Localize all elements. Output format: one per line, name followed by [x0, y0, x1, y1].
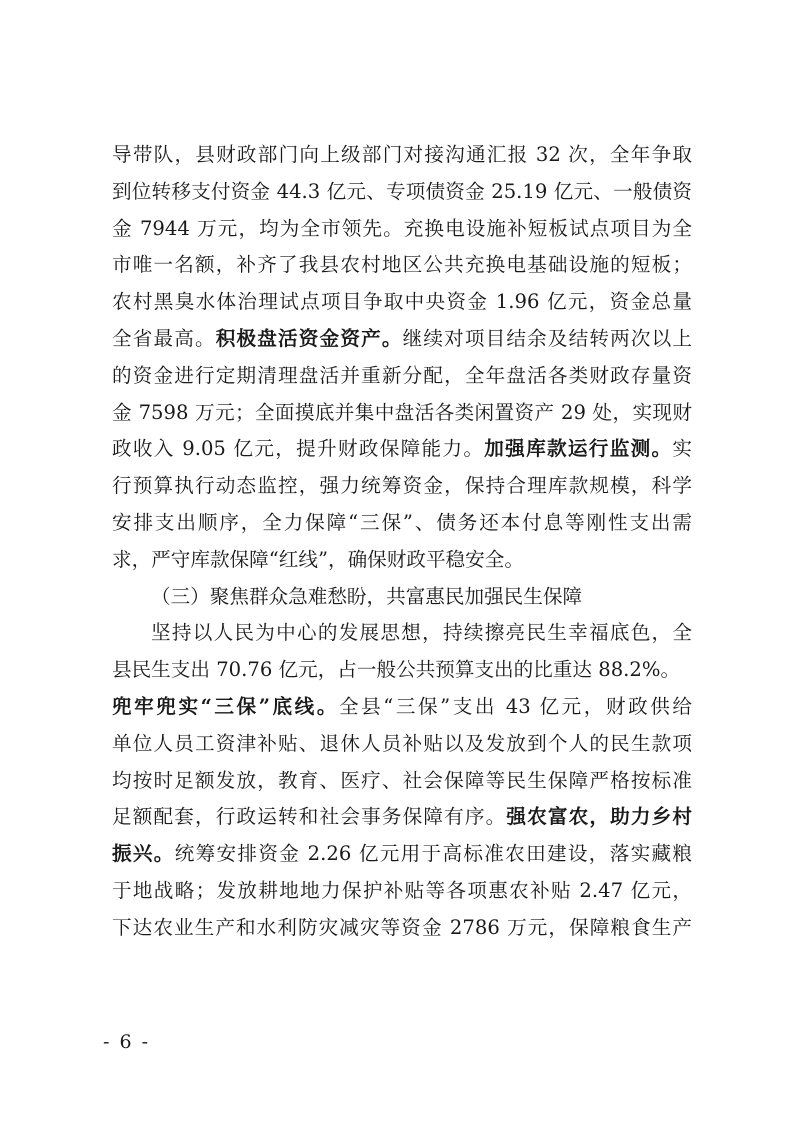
- text-line: [112, 211, 692, 248]
- text-run: 全县“三保”支出 43 亿元，财政供给: [338, 694, 692, 718]
- text-run: 安排支出顺序，全力保障“三保”、债务还本付息等刚性支出需: [112, 510, 692, 534]
- text-run: 单位人员工资津补贴、退休人员补贴以及发放到个人的民生款项: [112, 731, 692, 755]
- text-line: [112, 358, 692, 395]
- text-run: 导带队，县财政部门向上级部门对接沟通汇报 32 次，全年争取: [112, 143, 692, 166]
- text-line: [112, 174, 692, 211]
- text-line: [112, 763, 692, 800]
- text-line: [112, 689, 692, 726]
- text-line: [112, 799, 692, 836]
- bold-heading-run: 兜牢兜实“三保”底线。: [112, 694, 339, 718]
- text-run: 求，严守库款保障“红线”，确保财政平稳安全。: [112, 547, 524, 571]
- text-line: [112, 615, 692, 652]
- text-run: 的资金进行定期清理盘活并重新分配，全年盘活各类财政存量资: [112, 363, 692, 387]
- bold-heading-run: 强农富农，助力乡村: [506, 805, 692, 829]
- text-line: [112, 468, 692, 505]
- bold-heading-run: 积极盘活资金资产。: [215, 326, 403, 350]
- text-run: 下达农业生产和水利防灾减灾等资金 2786 万元，保障粮食生产: [112, 915, 692, 939]
- text-line: [112, 542, 692, 579]
- text-line: [112, 505, 692, 542]
- text-line: [112, 395, 692, 432]
- bold-heading-run: 加强库款运行监测。: [484, 437, 673, 461]
- bold-heading-run: 振兴。: [112, 842, 175, 866]
- text-run: 于地战略；发放耕地地力保护补贴等各项惠农补贴 2.47 亿元，: [112, 878, 692, 902]
- text-line: [112, 284, 692, 321]
- text-line: [112, 910, 692, 947]
- text-run: 统筹安排资金 2.26 亿元用于高标准农田建设，落实藏粮: [174, 842, 692, 866]
- text-run: 农村黑臭水体治理试点项目争取中央资金 1.96 亿元，资金总量: [112, 290, 692, 314]
- text-line: [112, 652, 692, 689]
- text-run: 金 7944 万元，均为全市领先。充换电设施补短板试点项目为全: [112, 216, 692, 240]
- text-run: 县民生支出 70.76 亿元，占一般公共预算支出的比重达 88.2%。: [112, 658, 681, 682]
- text-run: 市唯一名额，补齐了我县农村地区公共充换电基础设施的短板；: [112, 253, 692, 277]
- section-heading: [112, 579, 692, 616]
- text-run: 均按时足额发放，教育、医疗、社会保障等民生保障严格按标准: [112, 768, 692, 792]
- text-line: [112, 321, 692, 358]
- text-run: 行预算执行动态监控，强力统筹资金，保持合理库款规模，科学: [112, 474, 692, 498]
- text-line: [112, 431, 692, 468]
- text-run: 全省最高。: [112, 326, 216, 350]
- text-run: 政收入 9.05 亿元，提升财政保障能力。: [112, 437, 485, 461]
- page-number: - 6 -: [103, 1031, 151, 1053]
- text-line: [112, 137, 692, 174]
- document-body: [112, 137, 692, 947]
- text-run: （三）聚焦群众急难愁盼，共富惠民加强民生保障: [151, 584, 583, 608]
- text-line: [112, 726, 692, 763]
- text-line: [112, 873, 692, 910]
- text-run: 足额配套，行政运转和社会事务保障有序。: [112, 805, 507, 829]
- text-run: 金 7598 万元；全面摸底并集中盘活各类闲置资产 29 处，实现财: [112, 400, 692, 424]
- text-run: 坚持以人民为中心的发展思想，持续擦亮民生幸福底色，全: [151, 621, 692, 645]
- text-run: 到位转移支付资金 44.3 亿元、专项债资金 25.19 亿元、一般债资: [112, 179, 692, 203]
- text-line: [112, 247, 692, 284]
- text-line: [112, 836, 692, 873]
- text-run: 继续对项目结余及结转两次以上: [402, 326, 692, 350]
- text-run: 实: [672, 437, 692, 461]
